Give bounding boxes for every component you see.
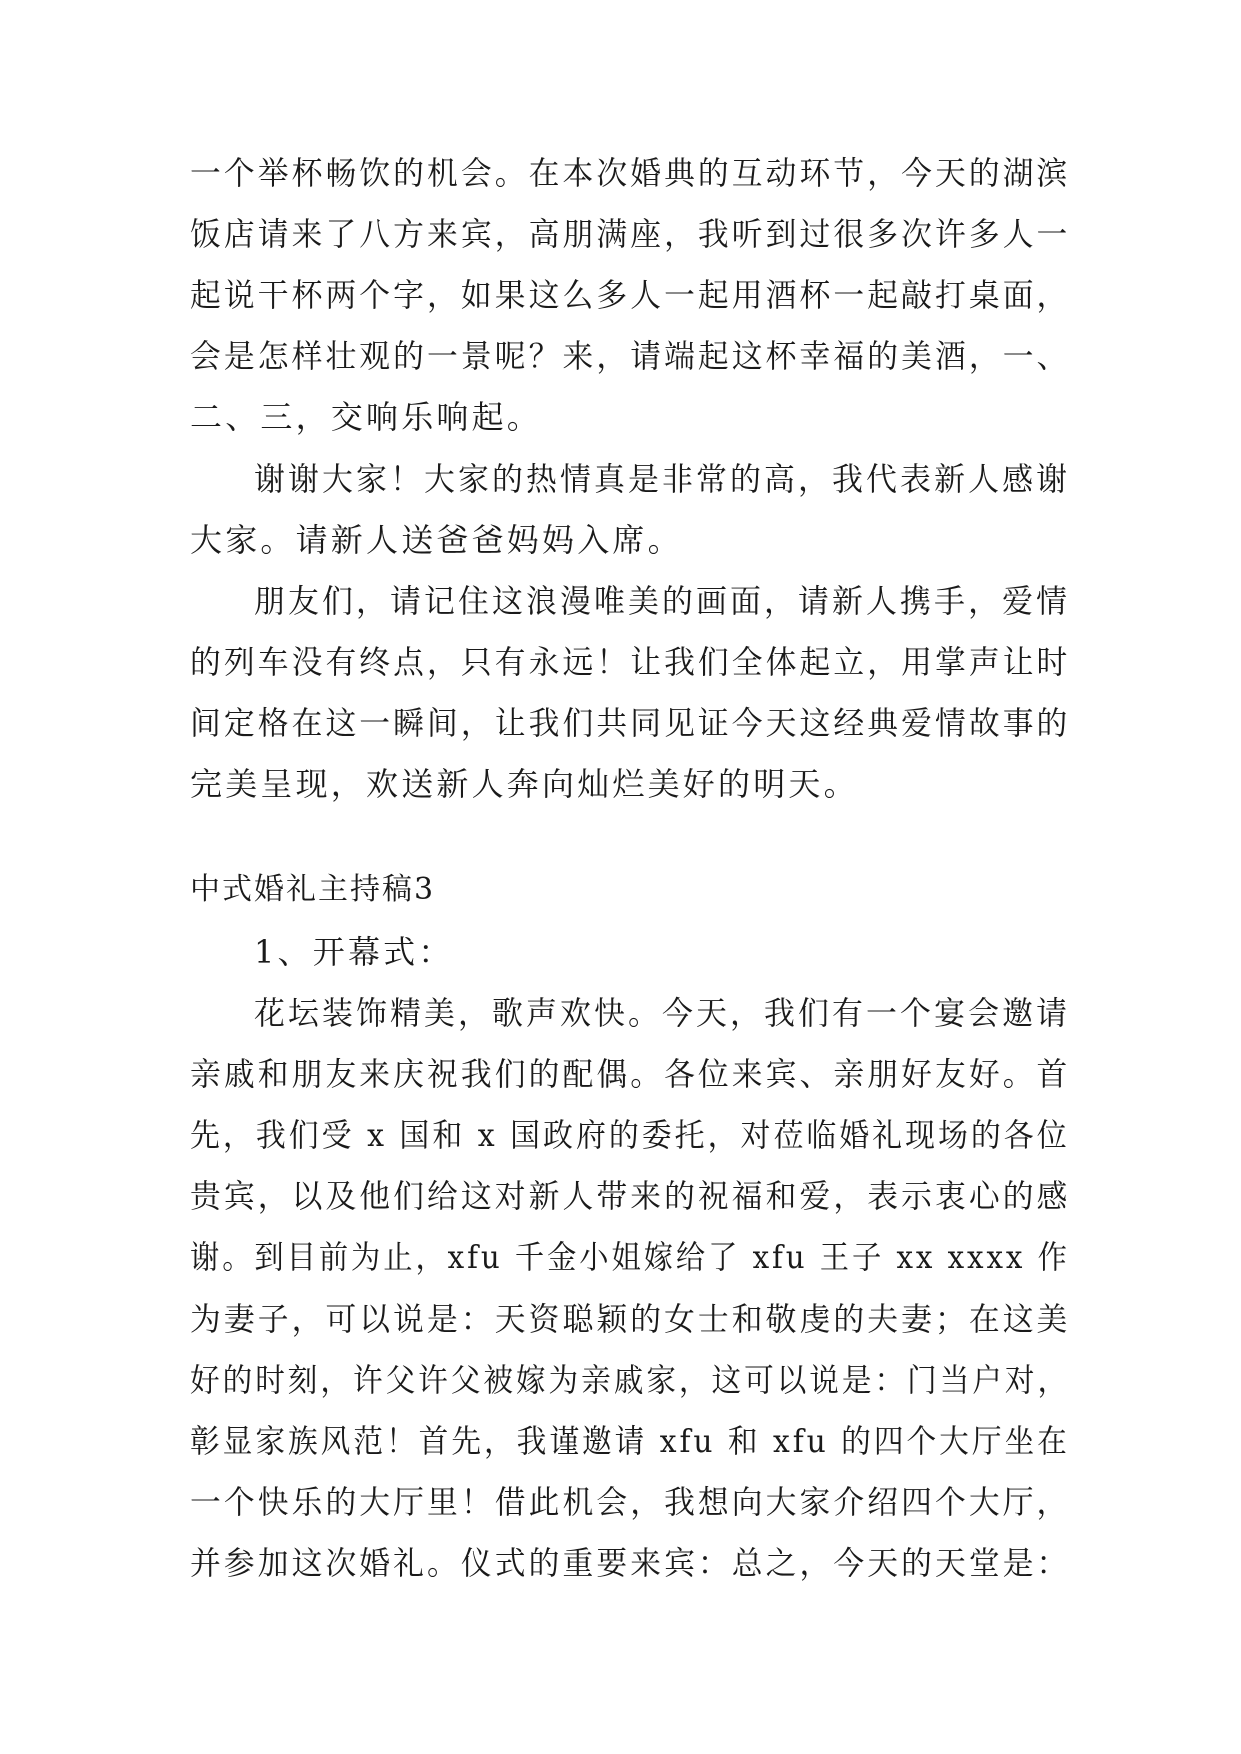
- text-line: 饭店请来了八方来宾，高朋满座，我听到过很多次许多人一: [190, 215, 1071, 253]
- text-line: 谢。到目前为止，xfu 千金小姐嫁给了 xfu 王子 xx xxxx 作: [190, 1238, 1070, 1276]
- text-line: 一个举杯畅饮的机会。在本次婚典的互动环节，今天的湖滨: [190, 154, 1071, 192]
- text-line: 好的时刻，许父许父被嫁为亲戚家，这可以说是：门当户对，: [190, 1361, 1071, 1399]
- text-line: 的列车没有终点，只有永远！让我们全体起立，用掌声让时: [190, 643, 1071, 681]
- paragraph-first-line: 朋友们，请记住这浪漫唯美的画面，请新人携手，爱情: [254, 582, 1071, 620]
- text-line: 一个快乐的大厅里！借此机会，我想向大家介绍四个大厅，: [190, 1483, 1071, 1521]
- section-heading: 中式婚礼主持稿3: [190, 872, 436, 907]
- text-line: 完美呈现，欢送新人奔向灿烂美好的明天。: [190, 765, 859, 803]
- text-line: 并参加这次婚礼。仪式的重要来宾：总之，今天的天堂是：: [190, 1544, 1071, 1582]
- text-line: 亲戚和朋友来庆祝我们的配偶。各位来宾、亲朋好友好。首: [190, 1055, 1071, 1093]
- text-line: 先，我们受 x 国和 x 国政府的委托，对莅临婚礼现场的各位: [190, 1116, 1070, 1154]
- text-line: 彰显家族风范！首先，我谨邀请 xfu 和 xfu 的四个大厅坐在: [190, 1422, 1070, 1460]
- paragraph-first-line: 花坛装饰精美，歌声欢快。今天，我们有一个宴会邀请: [254, 994, 1071, 1032]
- text-line: 二、三，交响乐响起。: [190, 398, 543, 436]
- text-line: 起说干杯两个字，如果这么多人一起用酒杯一起敲打桌面，: [190, 276, 1071, 314]
- text-line: 大家。请新人送爸爸妈妈入席。: [190, 521, 683, 559]
- text-line: 贵宾，以及他们给这对新人带来的祝福和爱，表示衷心的感: [190, 1177, 1071, 1215]
- list-item-label: 1、开幕式：: [254, 933, 454, 971]
- text-line: 间定格在这一瞬间，让我们共同见证今天这经典爱情故事的: [190, 704, 1071, 742]
- text-line: 会是怎样壮观的一景呢？来，请端起这杯幸福的美酒，一、: [190, 337, 1071, 375]
- paragraph-first-line: 谢谢大家！大家的热情真是非常的高，我代表新人感谢: [254, 460, 1071, 498]
- text-line: 为妻子，可以说是：天资聪颖的女士和敬虔的夫妻；在这美: [190, 1300, 1071, 1338]
